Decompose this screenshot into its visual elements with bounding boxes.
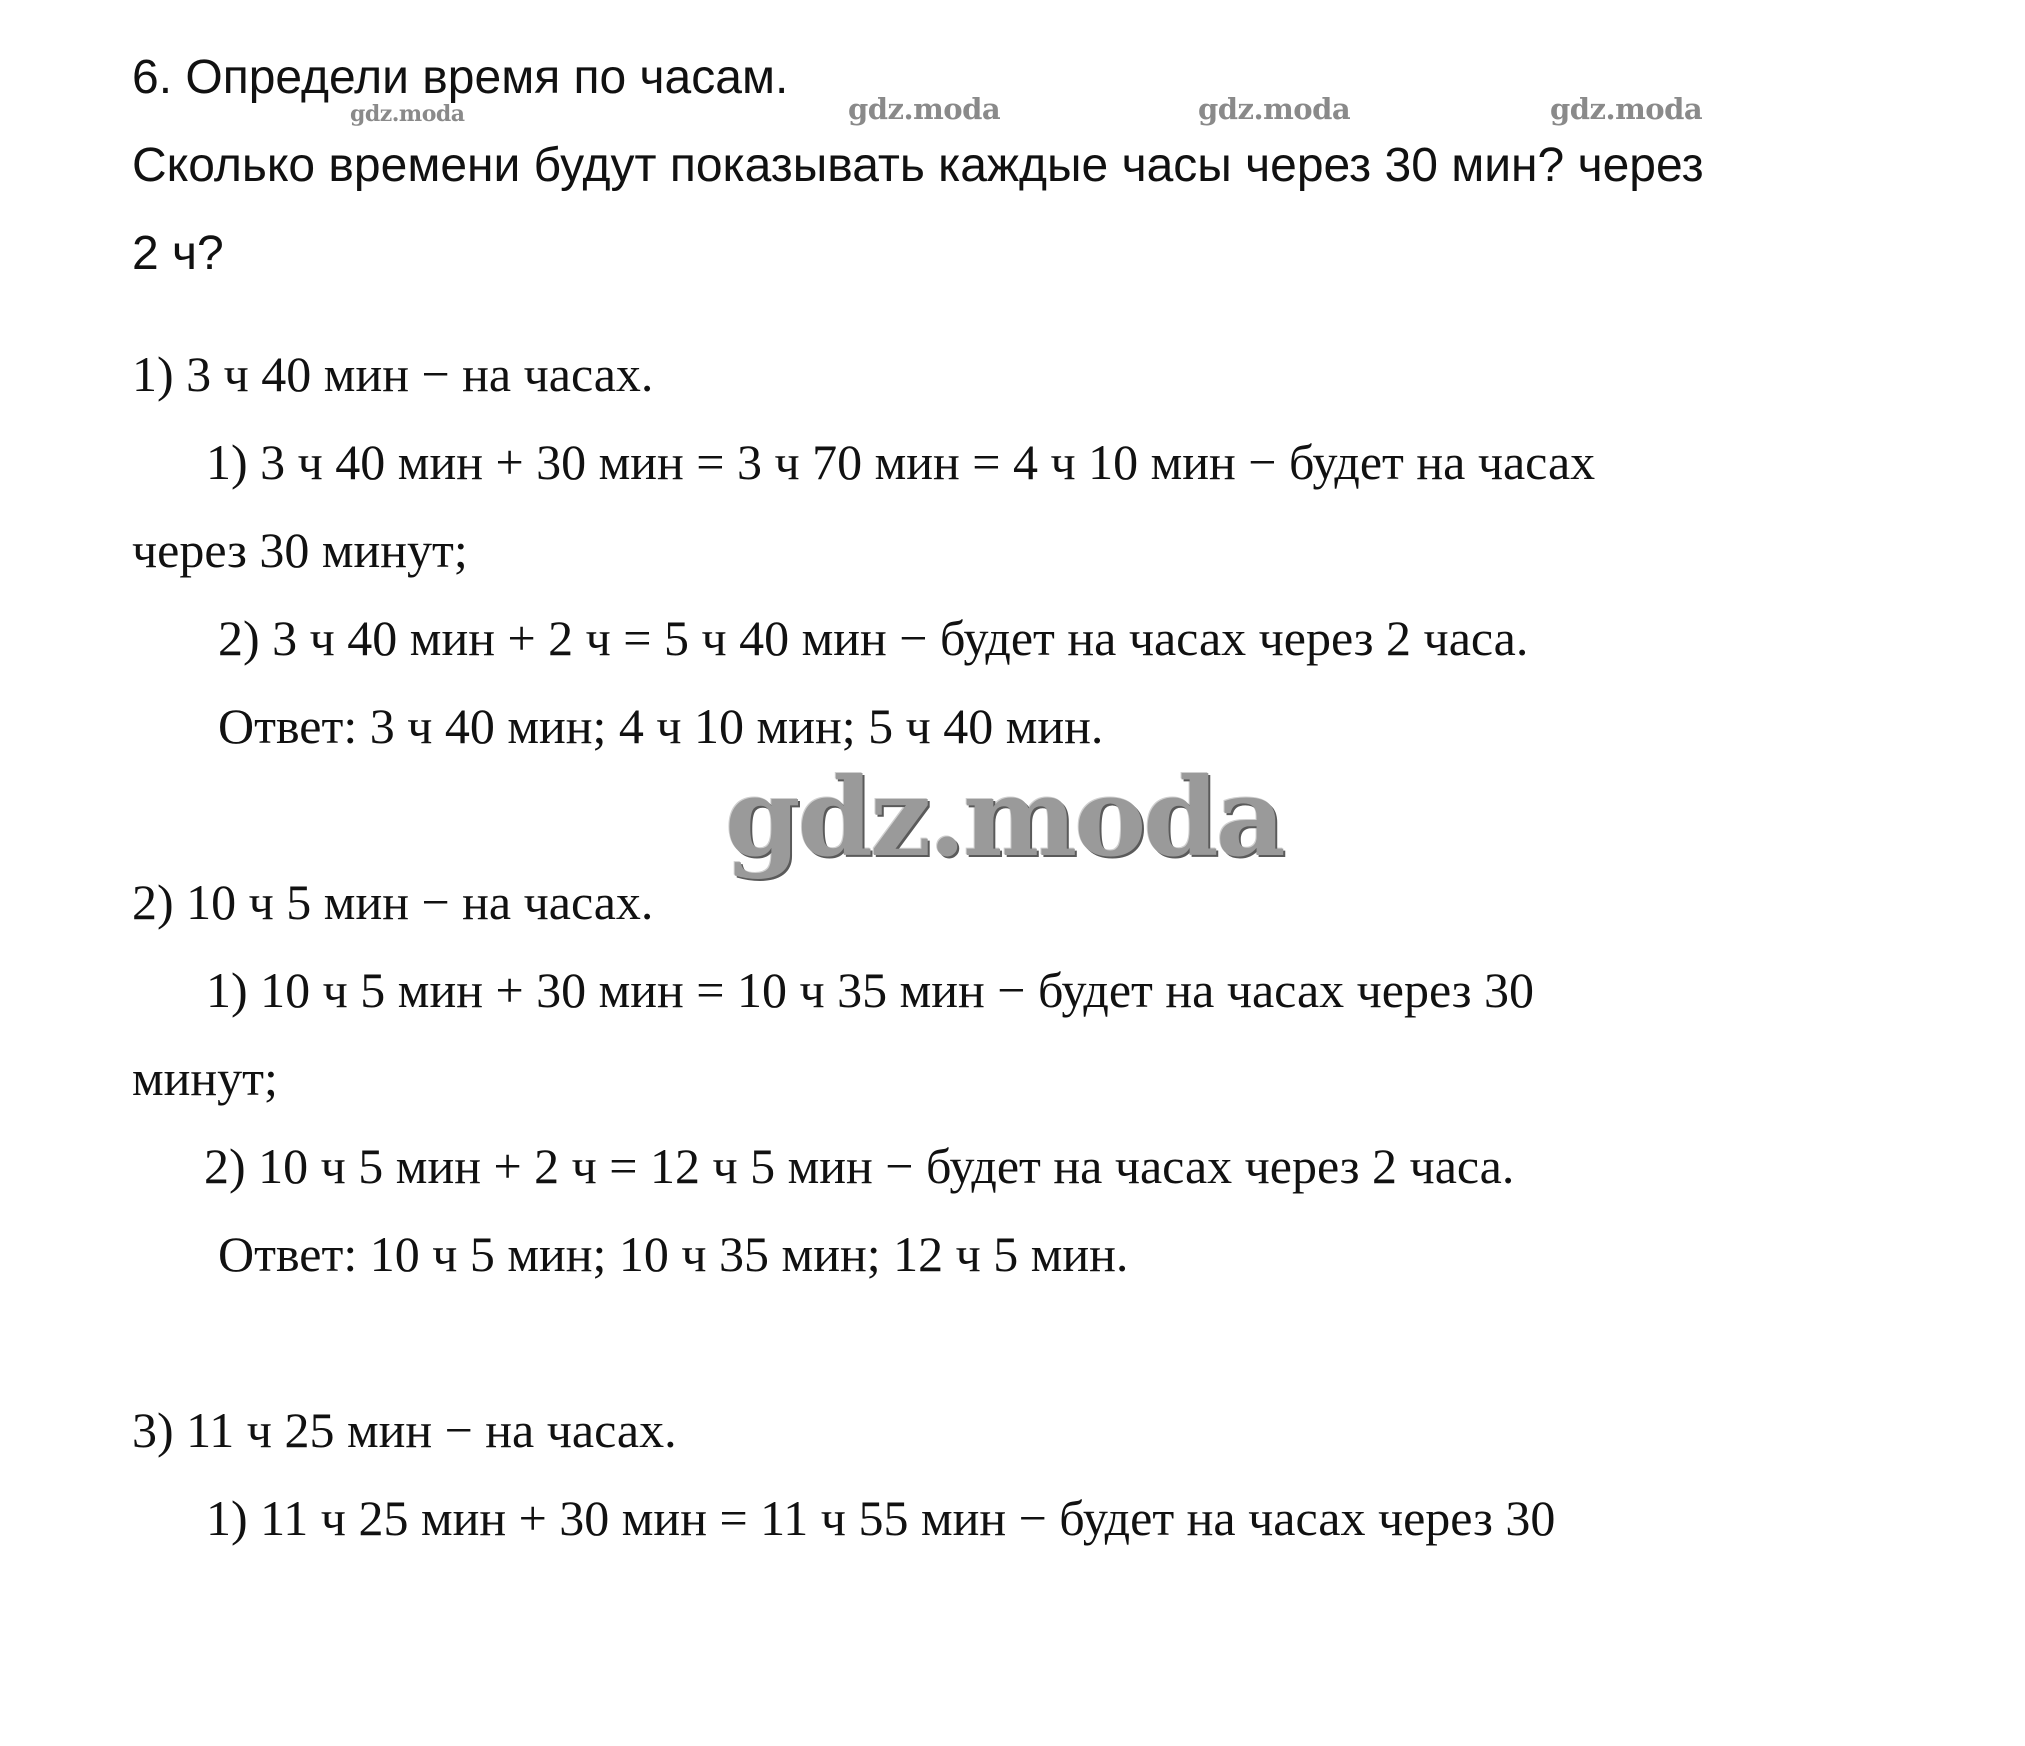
item-2-step-1-line-1: 1) 10 ч 5 мин + 30 мин = 10 ч 35 мин − будет на часах через 30 [206,962,1535,1018]
task-question-line-1: Сколько времени будут показывать каждые часы через 30 мин? через [132,139,1704,192]
watermark-small: gdz.moda [848,92,1001,126]
item-1-step-2: 2) 3 ч 40 мин + 2 ч = 5 ч 40 мин − будет на часах через 2 часа. [218,610,1529,666]
watermark-small: gdz.moda [1198,92,1351,126]
task-question-line-2: 2 ч? [132,227,224,280]
item-3-step-1-line-1: 1) 11 ч 25 мин + 30 мин = 11 ч 55 мин − будет на часах через 30 [206,1490,1556,1546]
item-2-answer: Ответ: 10 ч 5 мин; 10 ч 35 мин; 12 ч 5 мин. [218,1226,1129,1282]
watermark-small: gdz.moda [1550,92,1703,126]
task-title: 6. Определи время по часам. [132,51,789,104]
item-1-step-1-line-1: 1) 3 ч 40 мин + 30 мин = 3 ч 70 мин = 4 ч 10 мин − будет на часах [206,434,1596,490]
item-3-header: 3) 11 ч 25 мин − на часах. [132,1402,677,1458]
item-1-step-1-line-2: через 30 минут; [132,522,468,578]
watermark-large: gdz.moda [725,755,1283,881]
item-1-answer: Ответ: 3 ч 40 мин; 4 ч 10 мин; 5 ч 40 мин. [218,698,1104,754]
item-2-step-2: 2) 10 ч 5 мин + 2 ч = 12 ч 5 мин − будет на часах через 2 часа. [204,1138,1515,1194]
item-1-header: 1) 3 ч 40 мин − на часах. [132,346,654,402]
item-2-header: 2) 10 ч 5 мин − на часах. [132,874,654,930]
item-2-step-1-line-2: минут; [132,1050,278,1106]
watermark-small: gdz.moda [350,101,465,127]
